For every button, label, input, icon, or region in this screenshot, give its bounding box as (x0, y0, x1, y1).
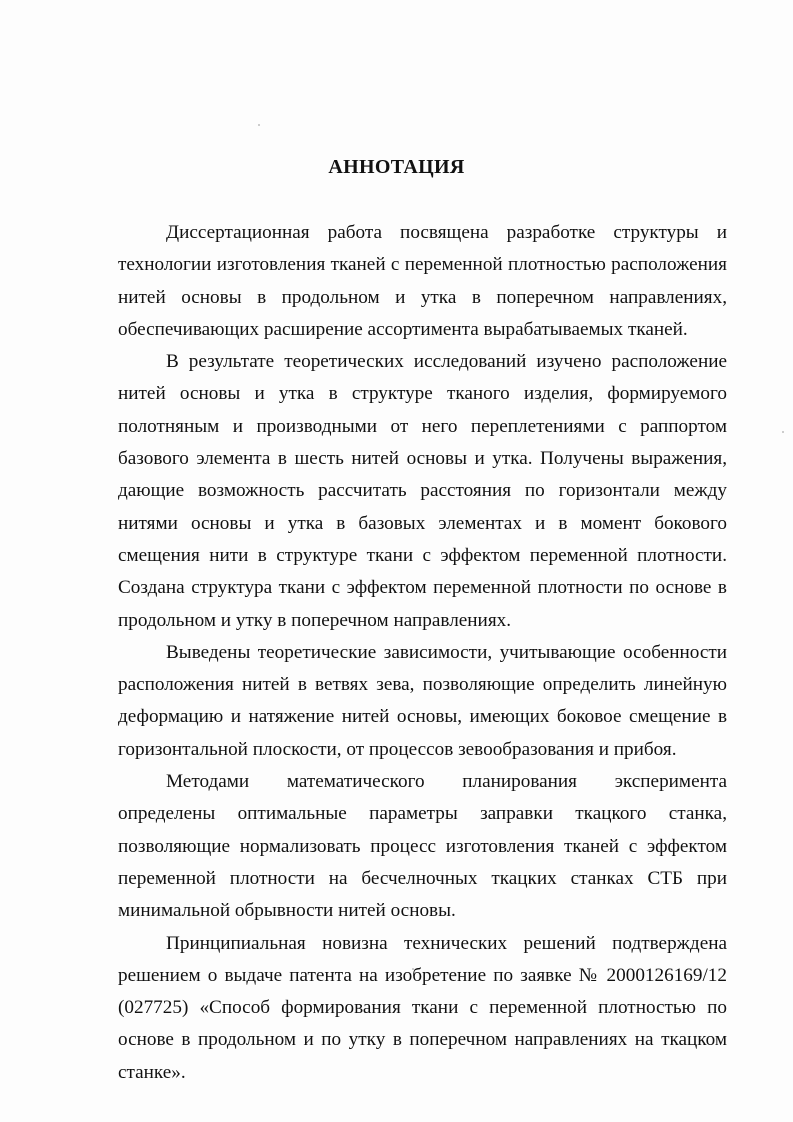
paragraph-4: Методами математического планирования эксперимента определены оптимальные параметры заправки ткацкого станка, позволяющие нормализовать процесс изготовления тканей с эффектом переменной плотности на бесчелночных ткацких станках СТБ при минимальной обрывности нитей основы. (118, 771, 727, 922)
paragraph-1: Диссертационная работа посвящена разработке структуры и технологии изготовления тканей с переменной плотностью расположения нитей основы в продольном и утка в поперечном направлениях, обеспечивающих расширение ассортимента вырабатываемых тканей. (118, 222, 727, 340)
scan-speck (782, 431, 784, 433)
paragraph-3: Выведены теоретические зависимости, учитывающие особенности расположения нитей в ветвях зева, позволяющие определить линейную деформацию и натяжение нитей основы, имеющих боковое смещение в горизонтальной плоскости, от процессов зевообразования и прибоя. (118, 641, 727, 760)
scan-speck (258, 124, 260, 126)
paragraph-2: В результате теоретических исследований изучено расположение нитей основы и утка в структуре тканого изделия, формируемого полотняным и производными от него переплетениями с раппортом базового элемента в шесть нитей основы и утка. Получены выражения, дающие возможность рассчитать расстояния по горизонтали между нитями основы и утка в базовых элементах и в момент бокового смещения нити в структуре ткани с эффектом переменной плотности. Создана структура ткани с эффектом переменной плотности по основе в продольном и утку в поперечном направлениях. (118, 351, 727, 631)
document-title: АННОТАЦИЯ (328, 156, 465, 178)
paragraph-5: Принципиальная новизна технических решений подтверждена решением о выдаче патента на изобретение по заявке № 2000126169/12 (027725) «Способ формирования ткани с переменной плотностью по основе в продольном и по утку в поперечном направлениях на ткацком станке». (118, 932, 727, 1083)
document-body (118, 217, 727, 1089)
